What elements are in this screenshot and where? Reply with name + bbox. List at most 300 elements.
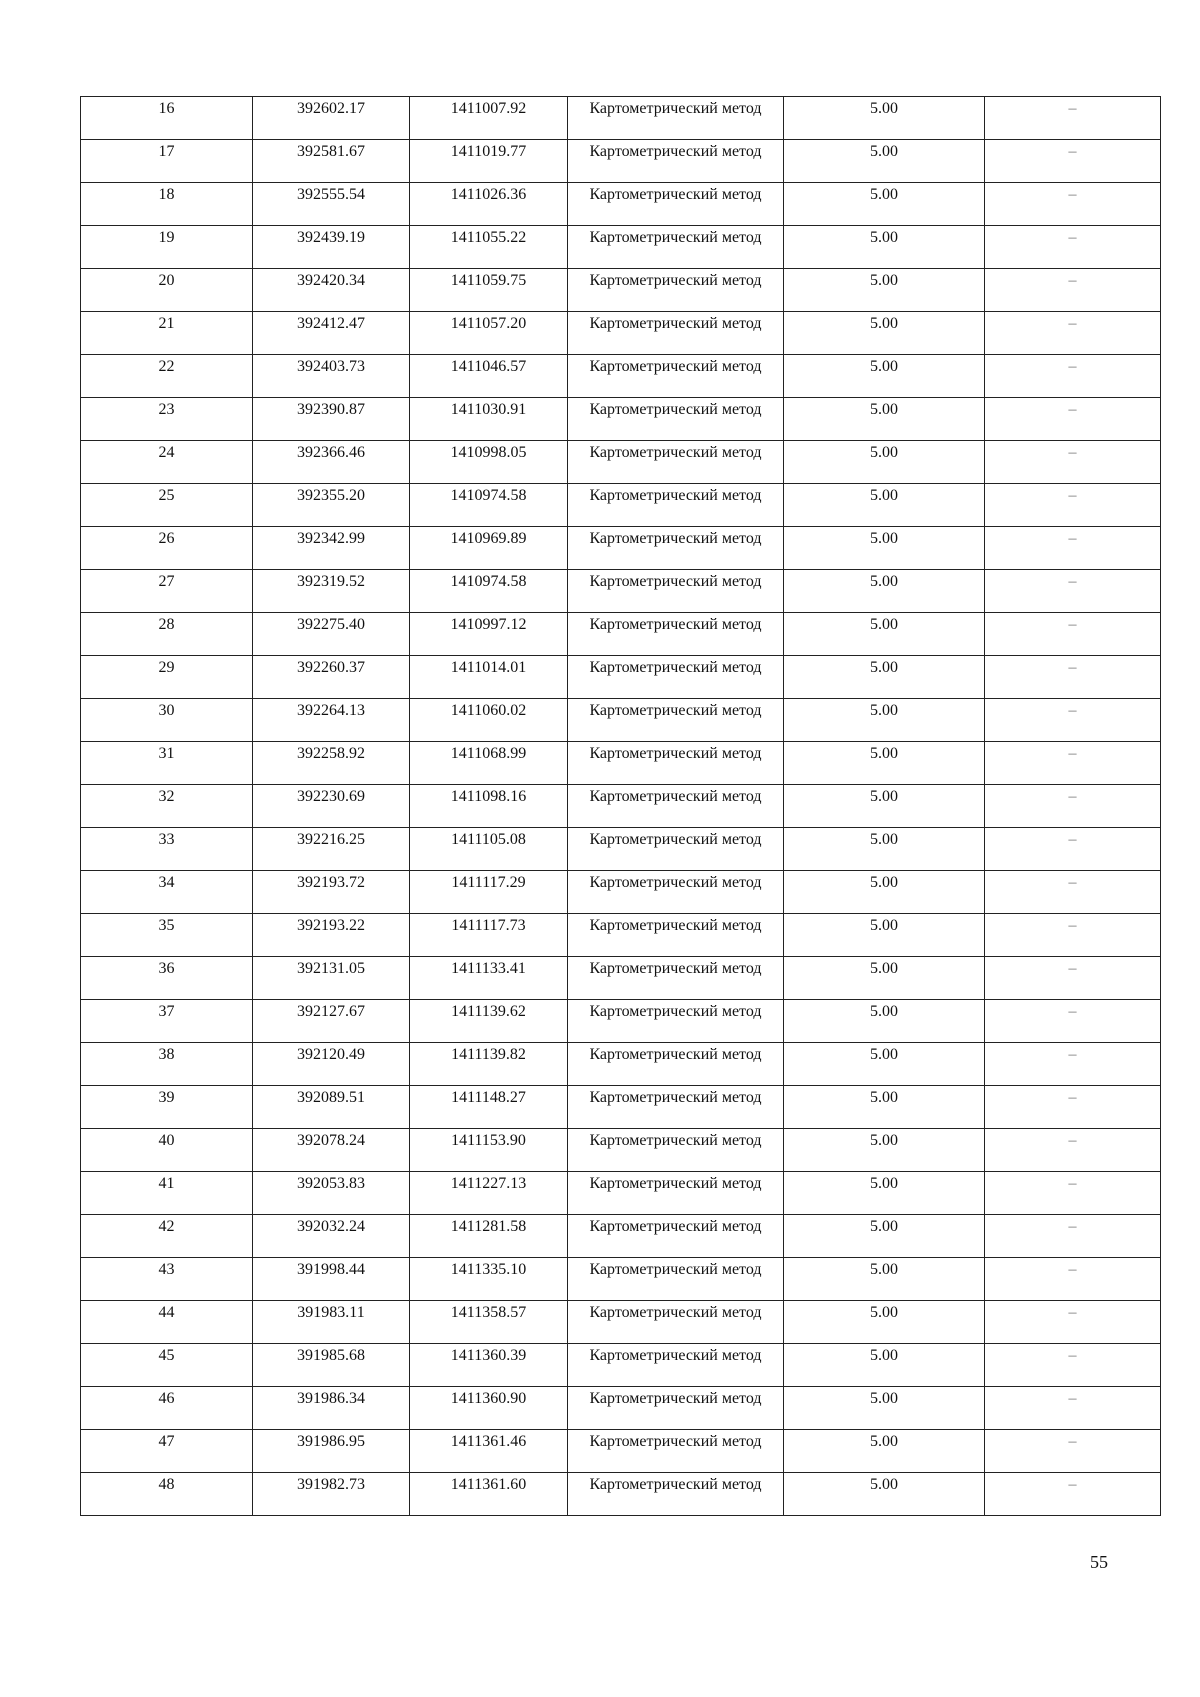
cell-method: [568, 1473, 784, 1516]
cell-text: 20: [158, 272, 175, 289]
cell-text: 392403.73: [297, 358, 365, 375]
cell-y-coordinate: [410, 1344, 568, 1387]
cell-description: [985, 871, 1161, 914]
cell-x-coordinate: [253, 742, 410, 785]
cell-x-coordinate: [253, 785, 410, 828]
cell-text: 1411133.41: [451, 960, 526, 977]
cell-description: [985, 828, 1161, 871]
cell-text: 5.00: [870, 831, 898, 848]
cell-text: 392581.67: [297, 143, 365, 160]
table-row: [81, 699, 1161, 742]
cell-x-coordinate: [253, 1043, 410, 1086]
cell-text: Картометрический метод: [589, 315, 762, 332]
cell-text: 1410974.58: [450, 487, 527, 504]
cell-text: –: [1068, 1390, 1077, 1407]
cell-accuracy: [784, 656, 985, 699]
cell-text: Картометрический метод: [589, 702, 762, 719]
cell-text: 1411026.36: [450, 186, 527, 203]
cell-point-number: [81, 398, 253, 441]
cell-method: [568, 785, 784, 828]
cell-text: 1411007.92: [450, 100, 527, 117]
cell-text: 24: [158, 444, 175, 461]
cell-method: [568, 484, 784, 527]
cell-x-coordinate: [253, 828, 410, 871]
cell-text: 27: [158, 573, 175, 590]
cell-text: Картометрический метод: [589, 1218, 762, 1235]
cell-text: 1410974.58: [450, 573, 527, 590]
cell-text: 5.00: [870, 1175, 898, 1192]
cell-description: [985, 1258, 1161, 1301]
cell-text: 1410997.12: [450, 616, 527, 633]
cell-point-number: [81, 1129, 253, 1172]
cell-accuracy: [784, 1301, 985, 1344]
cell-x-coordinate: [253, 1473, 410, 1516]
cell-method: [568, 957, 784, 1000]
cell-text: 391986.34: [297, 1390, 365, 1407]
cell-text: –: [1068, 315, 1077, 332]
cell-method: [568, 1086, 784, 1129]
cell-point-number: [81, 269, 253, 312]
cell-text: 5.00: [870, 143, 898, 160]
cell-text: Картометрический метод: [589, 1003, 762, 1020]
cell-text: 1411361.60: [450, 1476, 527, 1493]
cell-y-coordinate: [410, 183, 568, 226]
cell-text: –: [1068, 1218, 1077, 1235]
cell-accuracy: [784, 871, 985, 914]
cell-accuracy: [784, 742, 985, 785]
cell-description: [985, 699, 1161, 742]
cell-text: 25: [158, 487, 175, 504]
cell-y-coordinate: [410, 957, 568, 1000]
cell-text: 26: [158, 530, 175, 547]
cell-y-coordinate: [410, 1430, 568, 1473]
table-body: [81, 97, 1161, 1516]
cell-method: [568, 527, 784, 570]
table-row: [81, 656, 1161, 699]
cell-accuracy: [784, 441, 985, 484]
cell-accuracy: [784, 1129, 985, 1172]
cell-method: [568, 1043, 784, 1086]
cell-description: [985, 957, 1161, 1000]
cell-accuracy: [784, 398, 985, 441]
cell-description: [985, 785, 1161, 828]
cell-text: 1411360.39: [450, 1347, 527, 1364]
cell-description: [985, 140, 1161, 183]
table-row: [81, 97, 1161, 140]
cell-description: [985, 1000, 1161, 1043]
cell-text: 1411098.16: [450, 788, 527, 805]
cell-accuracy: [784, 183, 985, 226]
cell-y-coordinate: [410, 97, 568, 140]
cell-text: 5.00: [870, 100, 898, 117]
cell-description: [985, 527, 1161, 570]
cell-text: 5.00: [870, 1390, 898, 1407]
cell-text: 1411014.01: [450, 659, 527, 676]
table-row: [81, 957, 1161, 1000]
cell-text: 31: [158, 745, 175, 762]
cell-point-number: [81, 742, 253, 785]
cell-text: 1411060.02: [450, 702, 527, 719]
cell-text: 5.00: [870, 444, 898, 461]
cell-text: 39: [158, 1089, 175, 1106]
cell-y-coordinate: [410, 1000, 568, 1043]
cell-text: 1411148.27: [451, 1089, 526, 1106]
cell-point-number: [81, 1043, 253, 1086]
cell-description: [985, 1086, 1161, 1129]
cell-text: 5.00: [870, 788, 898, 805]
cell-text: –: [1068, 358, 1077, 375]
cell-text: 392420.34: [297, 272, 365, 289]
cell-accuracy: [784, 1000, 985, 1043]
cell-text: 392602.17: [297, 100, 365, 117]
cell-text: 392355.20: [297, 487, 365, 504]
cell-text: 1411068.99: [450, 745, 527, 762]
cell-x-coordinate: [253, 312, 410, 355]
cell-text: –: [1068, 831, 1077, 848]
cell-text: 5.00: [870, 1347, 898, 1364]
cell-text: 392412.47: [297, 315, 365, 332]
table-row: [81, 1258, 1161, 1301]
cell-text: 392260.37: [297, 659, 365, 676]
cell-y-coordinate: [410, 699, 568, 742]
cell-text: Картометрический метод: [589, 1390, 762, 1407]
cell-description: [985, 1344, 1161, 1387]
cell-accuracy: [784, 914, 985, 957]
cell-text: 33: [158, 831, 175, 848]
cell-y-coordinate: [410, 656, 568, 699]
cell-text: 1411030.91: [450, 401, 527, 418]
cell-text: Картометрический метод: [589, 358, 762, 375]
cell-accuracy: [784, 269, 985, 312]
cell-point-number: [81, 785, 253, 828]
cell-y-coordinate: [410, 1387, 568, 1430]
cell-text: 392120.49: [297, 1046, 365, 1063]
cell-accuracy: [784, 1086, 985, 1129]
cell-text: 28: [158, 616, 175, 633]
cell-text: 18: [158, 186, 175, 203]
cell-text: –: [1068, 100, 1077, 117]
cell-method: [568, 570, 784, 613]
cell-description: [985, 742, 1161, 785]
cell-point-number: [81, 1473, 253, 1516]
cell-text: 1411046.57: [450, 358, 527, 375]
cell-text: Картометрический метод: [589, 573, 762, 590]
cell-text: 41: [158, 1175, 175, 1192]
cell-x-coordinate: [253, 1344, 410, 1387]
cell-text: 391985.68: [297, 1347, 365, 1364]
cell-point-number: [81, 183, 253, 226]
cell-point-number: [81, 527, 253, 570]
cell-text: Картометрический метод: [589, 1347, 762, 1364]
cell-text: 5.00: [870, 229, 898, 246]
cell-text: –: [1068, 186, 1077, 203]
cell-method: [568, 1000, 784, 1043]
cell-accuracy: [784, 1344, 985, 1387]
cell-y-coordinate: [410, 1258, 568, 1301]
cell-text: 1411055.22: [450, 229, 527, 246]
table-row: [81, 1043, 1161, 1086]
cell-text: 46: [158, 1390, 175, 1407]
cell-point-number: [81, 312, 253, 355]
cell-x-coordinate: [253, 656, 410, 699]
cell-text: 392216.25: [297, 831, 365, 848]
cell-method: [568, 914, 784, 957]
cell-text: 5.00: [870, 186, 898, 203]
table-row: [81, 1086, 1161, 1129]
cell-text: –: [1068, 1003, 1077, 1020]
cell-text: Картометрический метод: [589, 186, 762, 203]
cell-text: 1411059.75: [450, 272, 527, 289]
cell-text: 5.00: [870, 487, 898, 504]
cell-point-number: [81, 97, 253, 140]
table-row: [81, 441, 1161, 484]
cell-text: 5.00: [870, 573, 898, 590]
cell-text: 392131.05: [297, 960, 365, 977]
cell-text: 42: [158, 1218, 175, 1235]
cell-x-coordinate: [253, 1000, 410, 1043]
cell-text: 392032.24: [297, 1218, 365, 1235]
cell-method: [568, 1172, 784, 1215]
cell-text: Картометрический метод: [589, 616, 762, 633]
cell-text: 5.00: [870, 1046, 898, 1063]
cell-x-coordinate: [253, 1172, 410, 1215]
cell-accuracy: [784, 355, 985, 398]
table-row: [81, 613, 1161, 656]
cell-x-coordinate: [253, 1129, 410, 1172]
cell-point-number: [81, 1215, 253, 1258]
table-row: [81, 1301, 1161, 1344]
cell-y-coordinate: [410, 1172, 568, 1215]
table-row: [81, 269, 1161, 312]
table-row: [81, 1344, 1161, 1387]
cell-text: 5.00: [870, 745, 898, 762]
cell-text: 37: [158, 1003, 175, 1020]
cell-text: 1411139.62: [451, 1003, 526, 1020]
cell-method: [568, 699, 784, 742]
cell-text: –: [1068, 1261, 1077, 1278]
cell-description: [985, 1301, 1161, 1344]
cell-method: [568, 355, 784, 398]
cell-text: –: [1068, 917, 1077, 934]
cell-description: [985, 183, 1161, 226]
cell-text: 5.00: [870, 702, 898, 719]
cell-y-coordinate: [410, 1473, 568, 1516]
cell-text: 1411057.20: [450, 315, 527, 332]
cell-y-coordinate: [410, 1086, 568, 1129]
table-row: [81, 871, 1161, 914]
cell-text: 34: [158, 874, 175, 891]
cell-text: Картометрический метод: [589, 401, 762, 418]
cell-method: [568, 656, 784, 699]
cell-text: Картометрический метод: [589, 229, 762, 246]
cell-text: –: [1068, 401, 1077, 418]
cell-text: –: [1068, 229, 1077, 246]
cell-text: 391998.44: [297, 1261, 365, 1278]
cell-text: –: [1068, 1347, 1077, 1364]
cell-description: [985, 1172, 1161, 1215]
cell-text: 5.00: [870, 401, 898, 418]
cell-text: 36: [158, 960, 175, 977]
table-row: [81, 1473, 1161, 1516]
cell-y-coordinate: [410, 1301, 568, 1344]
cell-y-coordinate: [410, 1043, 568, 1086]
cell-y-coordinate: [410, 527, 568, 570]
cell-text: 5.00: [870, 874, 898, 891]
cell-text: 1411117.73: [451, 917, 526, 934]
cell-text: 23: [158, 401, 175, 418]
cell-text: 5.00: [870, 530, 898, 547]
cell-text: 1411360.90: [450, 1390, 527, 1407]
cell-text: Картометрический метод: [589, 788, 762, 805]
cell-y-coordinate: [410, 570, 568, 613]
cell-method: [568, 140, 784, 183]
table-row: [81, 742, 1161, 785]
cell-text: 5.00: [870, 917, 898, 934]
cell-description: [985, 1129, 1161, 1172]
cell-text: –: [1068, 1304, 1077, 1321]
cell-method: [568, 613, 784, 656]
cell-text: 1411361.46: [450, 1433, 527, 1450]
cell-point-number: [81, 1344, 253, 1387]
cell-method: [568, 828, 784, 871]
cell-text: 1411281.58: [450, 1218, 527, 1235]
cell-description: [985, 226, 1161, 269]
table-row: [81, 1215, 1161, 1258]
cell-text: 45: [158, 1347, 175, 1364]
cell-text: 392319.52: [297, 573, 365, 590]
coordinates-table: [80, 96, 1161, 1516]
cell-method: [568, 269, 784, 312]
cell-point-number: [81, 871, 253, 914]
cell-y-coordinate: [410, 828, 568, 871]
cell-text: Картометрический метод: [589, 487, 762, 504]
cell-text: 392275.40: [297, 616, 365, 633]
cell-text: –: [1068, 1132, 1077, 1149]
cell-text: Картометрический метод: [589, 1132, 762, 1149]
cell-text: 392230.69: [297, 788, 365, 805]
cell-x-coordinate: [253, 1215, 410, 1258]
cell-text: 391983.11: [297, 1304, 365, 1321]
table-row: [81, 1387, 1161, 1430]
table-row: [81, 914, 1161, 957]
cell-text: 392555.54: [297, 186, 365, 203]
table-row: [81, 312, 1161, 355]
cell-method: [568, 97, 784, 140]
cell-point-number: [81, 484, 253, 527]
cell-point-number: [81, 699, 253, 742]
cell-accuracy: [784, 97, 985, 140]
cell-point-number: [81, 226, 253, 269]
cell-point-number: [81, 1387, 253, 1430]
cell-text: 5.00: [870, 358, 898, 375]
cell-accuracy: [784, 312, 985, 355]
cell-point-number: [81, 1172, 253, 1215]
cell-y-coordinate: [410, 613, 568, 656]
cell-accuracy: [784, 484, 985, 527]
cell-point-number: [81, 1086, 253, 1129]
table-row: [81, 140, 1161, 183]
cell-text: Картометрический метод: [589, 1089, 762, 1106]
cell-y-coordinate: [410, 226, 568, 269]
cell-text: Картометрический метод: [589, 444, 762, 461]
cell-text: –: [1068, 1175, 1077, 1192]
cell-text: 1411335.10: [450, 1261, 527, 1278]
cell-text: 1411358.57: [450, 1304, 527, 1321]
page-number: 55: [1090, 1552, 1108, 1572]
cell-text: Картометрический метод: [589, 960, 762, 977]
cell-text: –: [1068, 1433, 1077, 1450]
cell-text: Картометрический метод: [589, 917, 762, 934]
cell-text: 16: [158, 100, 175, 117]
cell-point-number: [81, 1258, 253, 1301]
table-row: [81, 1172, 1161, 1215]
cell-accuracy: [784, 1043, 985, 1086]
cell-text: 47: [158, 1433, 175, 1450]
cell-accuracy: [784, 613, 985, 656]
cell-description: [985, 1215, 1161, 1258]
table-row: [81, 183, 1161, 226]
cell-accuracy: [784, 570, 985, 613]
cell-x-coordinate: [253, 355, 410, 398]
cell-y-coordinate: [410, 742, 568, 785]
cell-text: Картометрический метод: [589, 100, 762, 117]
cell-accuracy: [784, 527, 985, 570]
cell-y-coordinate: [410, 785, 568, 828]
cell-text: 392366.46: [297, 444, 365, 461]
cell-description: [985, 613, 1161, 656]
cell-y-coordinate: [410, 914, 568, 957]
cell-text: 32: [158, 788, 175, 805]
cell-point-number: [81, 1301, 253, 1344]
cell-text: Картометрический метод: [589, 272, 762, 289]
cell-text: Картометрический метод: [589, 1046, 762, 1063]
table-row: [81, 355, 1161, 398]
cell-x-coordinate: [253, 699, 410, 742]
cell-x-coordinate: [253, 1430, 410, 1473]
cell-text: 19: [158, 229, 175, 246]
cell-x-coordinate: [253, 1086, 410, 1129]
cell-y-coordinate: [410, 1215, 568, 1258]
table-row: [81, 527, 1161, 570]
cell-text: 40: [158, 1132, 175, 1149]
table-row: [81, 570, 1161, 613]
cell-method: [568, 1301, 784, 1344]
cell-text: 392089.51: [297, 1089, 365, 1106]
cell-text: 1411139.82: [451, 1046, 526, 1063]
cell-text: 1410969.89: [450, 530, 527, 547]
cell-text: 30: [158, 702, 175, 719]
cell-text: 392127.67: [297, 1003, 365, 1020]
cell-y-coordinate: [410, 398, 568, 441]
cell-text: 35: [158, 917, 175, 934]
cell-text: Картометрический метод: [589, 745, 762, 762]
cell-description: [985, 484, 1161, 527]
cell-accuracy: [784, 140, 985, 183]
cell-text: –: [1068, 745, 1077, 762]
cell-accuracy: [784, 957, 985, 1000]
cell-accuracy: [784, 1215, 985, 1258]
cell-accuracy: [784, 1172, 985, 1215]
cell-text: Картометрический метод: [589, 831, 762, 848]
cell-text: –: [1068, 1476, 1077, 1493]
cell-text: Картометрический метод: [589, 1304, 762, 1321]
cell-description: [985, 1430, 1161, 1473]
cell-method: [568, 1258, 784, 1301]
table-row: [81, 226, 1161, 269]
cell-x-coordinate: [253, 871, 410, 914]
cell-text: 392264.13: [297, 702, 365, 719]
cell-description: [985, 1473, 1161, 1516]
